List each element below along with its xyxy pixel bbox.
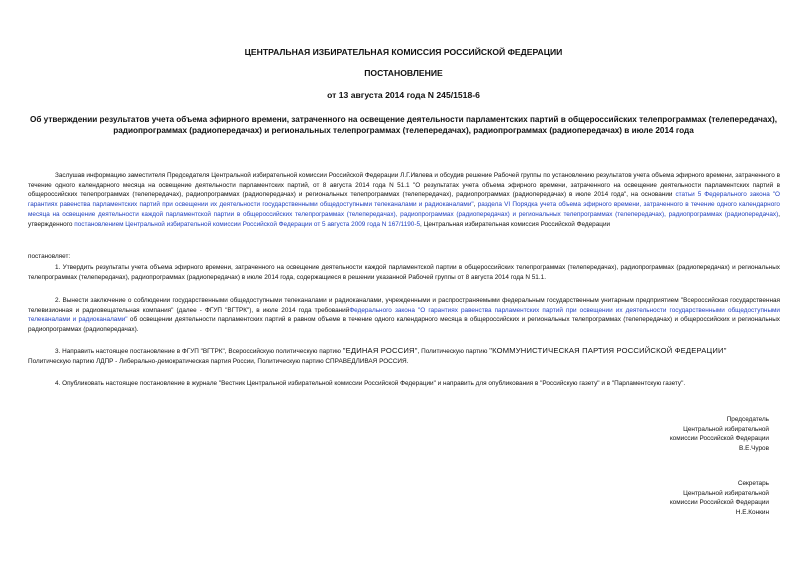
signature-chairman-org-1: Центральной избирательной [683,425,769,433]
item-3-text-c: , Политическую партию [417,348,490,355]
preamble-text-b: , [473,201,478,209]
signature-chairman-name: В.Е.Чуров [739,445,769,453]
preamble-text-a: Заслушав информацию заместителя Председателя Центральной избирательной комиссии Российской Федерации Л.Г.Ивлева и обсудив решение Рабочей группы по установлению результатов учета объема эфирного времени, затраченного в течение одного календарного месяца на освещение деятельности парламентских партий, от 8 августа 2014 года N 51.1 "О результатах учета объема эфирного времени, затраченного на освещение деятельности парламентских партий в общероссийских телепрограммах (телепередачах), радиопрограммах (радиопередачах) и региональных телепрограммах (телепередачах), радиопрограммах (радиопередачах) в июле 2014 года", на основании [28,172,780,199]
signature-secretary-org-1: Центральной избирательной [683,489,769,497]
paragraph-item-1: 1. Утвердить результаты учета объема эфирного времени, затраченного на освещение деятельности каждой парламентской партии в общероссийских телепрограммах (телепередачах), радиопрограммах (радиопередачах) и региональных телепрограммах (телепередачах), радиопрограммах (радиопередачах) в июле 2014 года, содержащиеся в решении указанной Рабочей группы от 8 августа 2014 года N 51.1. [28,264,780,281]
link-cec-resolution-2009[interactable]: постановлением Центральной избирательной комиссии Российской Федерации от 5 августа 2009 года N 167/1190-5 [74,220,421,228]
signature-chairman-org-2: комиссии Российской Федерации [669,435,769,443]
preamble-text-c: , утвержденного [28,210,780,228]
item-2-text-a: 2. Вынести заключение о соблюдении государственными общедоступными телеканалами и радиоканалами, учрежденными и распространяемыми федеральным государственным унитарным предприятием "Всероссийская государственная телевизионная и радиовещательная компания" (далее - ФГУП "ВГТРК"), в июле 2014 года требований [28,297,780,314]
document-date-number: от 13 августа 2014 года N 245/1518-6 [327,90,480,100]
signature-secretary-name: Н.Е.Конкин [735,509,769,517]
document-type-heading: ПОСТАНОВЛЕНИЕ [364,68,443,78]
item-3-text-a: 3. Направить настоящее постановление в ФГУП "ВГТРК", Всероссийскую политическую партию [55,348,343,355]
party-united-russia: "ЕДИНАЯ РОССИЯ" [342,346,418,355]
party-communist: "КОММУНИСТИЧЕСКАЯ ПАРТИЯ РОССИЙСКОЙ ФЕДЕРАЦИИ" [489,346,727,355]
link-article-5-federal-law[interactable]: статьи 5 Федерального закона "О гарантиях равенства парламентских партий при освещении их деятельности государственными общедоступными телеканалами и радиоканалами" [28,191,780,209]
signature-secretary [670,479,769,518]
organization-heading: ЦЕНТРАЛЬНАЯ ИЗБИРАТЕЛЬНАЯ КОМИССИЯ РОССИЙСКОЙ ФЕДЕРАЦИИ [244,47,563,57]
paragraph-item-4: 4. Опубликовать настоящее постановление в журнале "Вестник Центральной избирательной комиссии Российской Федерации" и направить для опубликования в "Российскую газету" и в "Парламентскую газету". [55,380,686,387]
signature-chairman [670,415,769,454]
paragraph-item-3 [28,346,780,366]
link-federal-law-guarantees[interactable]: Федерального закона "О гарантиях равенства парламентских партий при освещении их деятельности государственными общедоступными телеканалами и радиоканалами" [28,306,780,324]
item-2-text-b: об освещении деятельности парламентских партий в равном объеме в течение одного календарного месяца в общероссийских и региональных телепрограммах (телепередачах) и общероссийских и региональных радиопрограммах (радиопередачах). [28,316,780,334]
paragraph-item-2 [28,296,780,335]
preamble-text-d: , Центральная избирательная комиссия Российской Федерации [420,220,611,228]
signature-secretary-title: Секретарь [737,480,769,487]
signature-secretary-org-2: комиссии Российской Федерации [669,499,769,507]
paragraph-preamble [28,171,780,229]
document-title: Об утверждении результатов учета объема эфирного времени, затраченного на освещение деятельности парламентских партий в общероссийских телепрограммах (телепередачах), радиопрограммах (радиопередачах) и региональных телепрограммах (телепередачах), радиопрограммах (радиопередачах) в июле 2014 года [29,115,778,135]
signature-chairman-title: Председатель [726,416,769,423]
link-section-vi-procedure[interactable]: раздела VI Порядка учета объема эфирного времени, затраченного в течение одного календарного месяца на освещение деятельности каждой парламентской партии в общероссийских телепрограммах (телепередачах), радиопрограммах (радиопередачах) и региональных телепрограммах (телепередачах), радиопрограммах (радиопередачах) [28,201,780,218]
paragraph-resolves: постановляет: [28,253,71,260]
item-3-line-2: Политическую партию ЛДПР - Либерально-демократическая партия России, Политическую партию СПРАВЕДЛИВАЯ РОССИЯ. [28,357,409,365]
